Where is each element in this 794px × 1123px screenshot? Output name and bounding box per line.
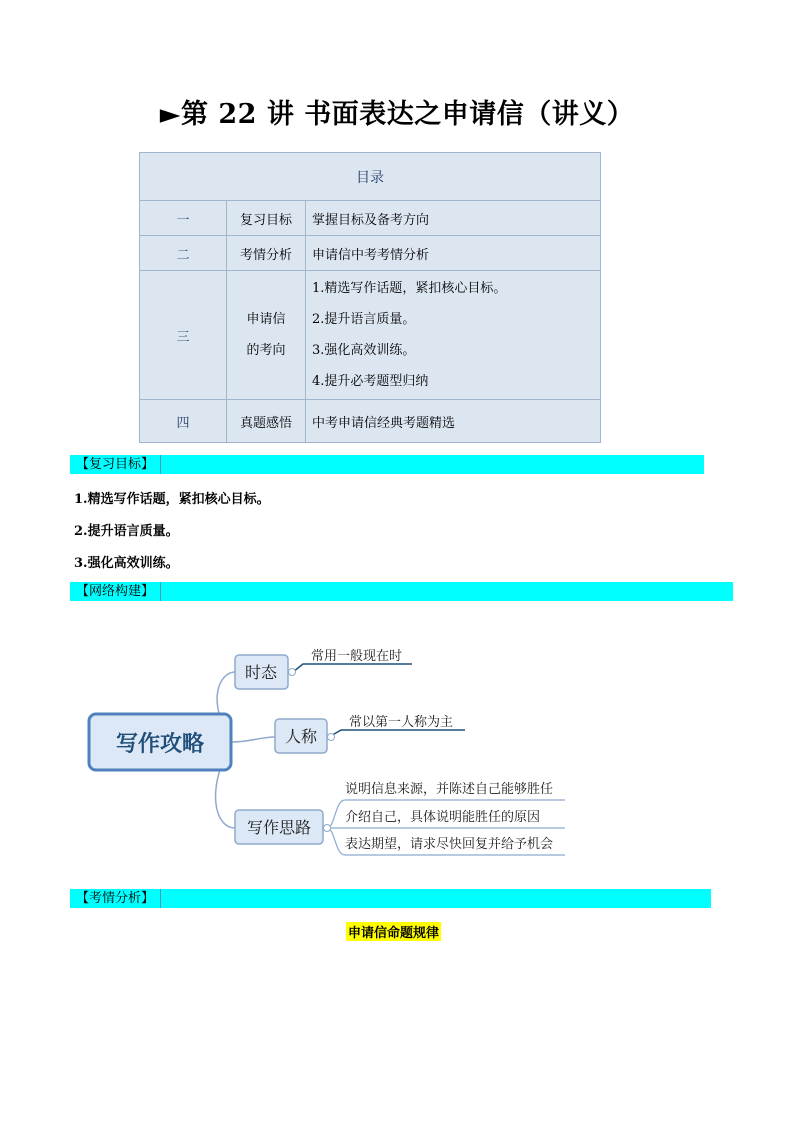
toc-section-line: 的考向 — [246, 343, 286, 358]
toc-num: 三 — [140, 271, 227, 400]
toc-item: 1.精选写作话题，紧扣核心目标。 — [312, 281, 507, 296]
toc-item: 3.强化高效训练。 — [312, 343, 416, 358]
toc-content: 中考申请信经典考题精选 — [306, 400, 601, 443]
toc-table — [139, 152, 601, 443]
branch-label: 时态 — [244, 663, 278, 682]
toc-num: 四 — [140, 400, 227, 443]
mind-map — [85, 640, 605, 865]
table-row — [140, 201, 601, 236]
analysis-heading: 【考情分析】 — [70, 889, 711, 908]
leaf-text: 常以第一人称为主 — [349, 715, 454, 730]
page-title: ►第 22 讲 书面表达之申请信（讲义） — [159, 99, 635, 130]
review-goal-item: 1.精选写作话题，紧扣核心目标。 — [74, 492, 270, 507]
branch-label: 人称 — [284, 727, 318, 746]
toc-item: 4.提升必考题型归纳 — [312, 374, 429, 389]
leaf-text: 表达期望，请求尽快回复并给予机会 — [345, 837, 554, 852]
toc-num: 二 — [140, 236, 227, 271]
toc-section: 复习目标 — [227, 201, 306, 236]
toc-section: 真题感悟 — [227, 400, 306, 443]
toc-num: 一 — [140, 201, 227, 236]
toc-section-line: 申请信 — [246, 312, 286, 327]
analysis-subtitle: 申请信命题规律 — [346, 922, 441, 941]
table-row — [140, 400, 601, 443]
leaf-text: 介绍自己，具体说明能胜任的原因 — [345, 810, 541, 825]
toc-content: 申请信中考考情分析 — [306, 236, 601, 271]
toc-content: 掌握目标及备考方向 — [306, 201, 601, 236]
table-row — [140, 236, 601, 271]
leaf-text: 常用一般现在时 — [311, 649, 403, 664]
network-heading: 【网络构建】 — [70, 582, 733, 601]
branch-label: 写作思路 — [246, 818, 312, 837]
leaf-text: 说明信息来源，并陈述自己能够胜任 — [345, 782, 554, 797]
mind-map-center-label: 写作攻略 — [115, 732, 205, 757]
review-goal-item: 2.提升语言质量。 — [74, 524, 179, 539]
review-goals-heading: 【复习目标】 — [70, 455, 704, 474]
table-row — [140, 271, 601, 400]
review-goal-item: 3.强化高效训练。 — [74, 556, 179, 571]
toc-section: 考情分析 — [227, 236, 306, 271]
toc-content — [306, 271, 601, 400]
toc-item: 2.提升语言质量。 — [312, 312, 416, 327]
toc-header: 目录 — [140, 153, 601, 201]
toc-section — [227, 271, 306, 400]
